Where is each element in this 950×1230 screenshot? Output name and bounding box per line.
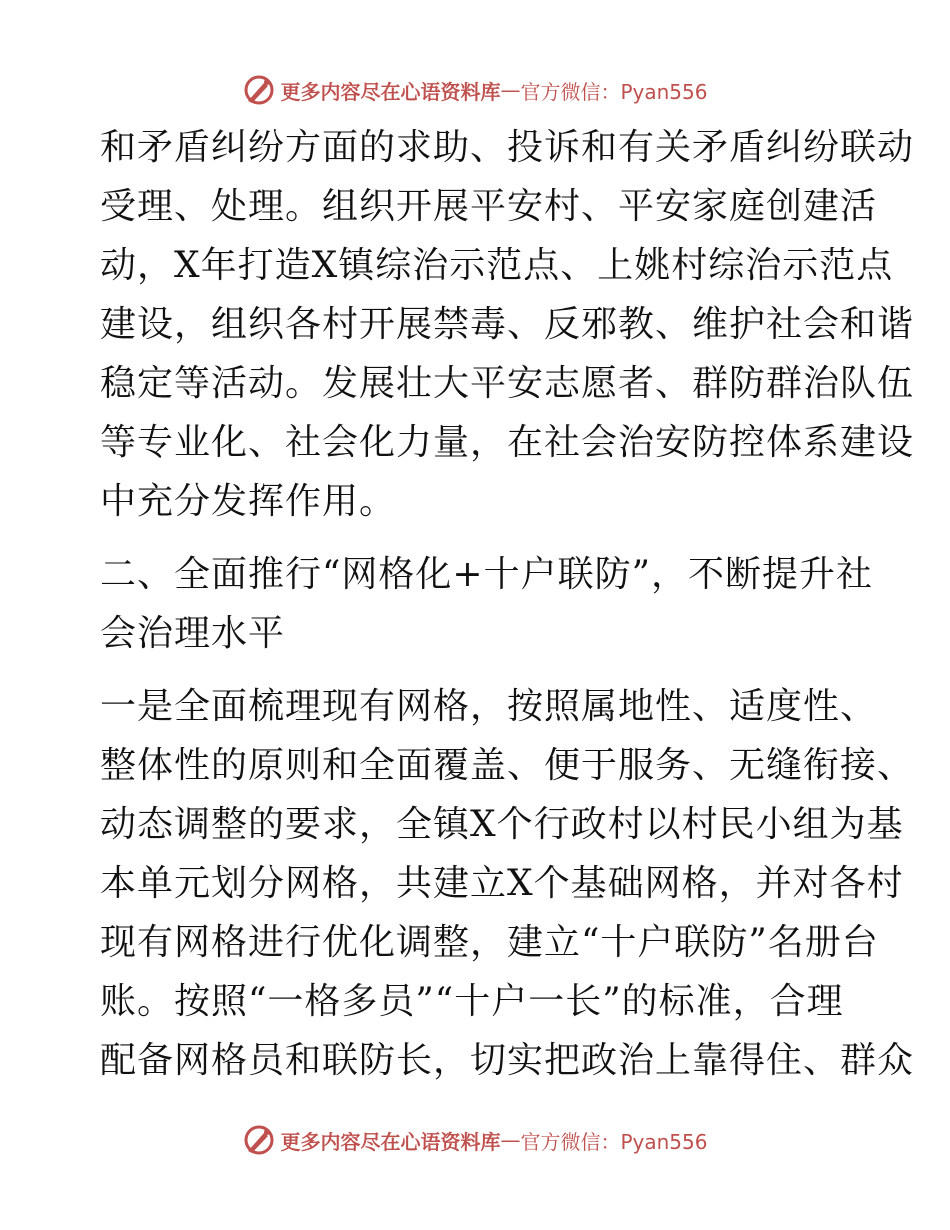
banner-separator: — bbox=[500, 78, 521, 102]
heading-line: 二、全面推行“网格化+十户联防”，不断提升社 bbox=[100, 554, 873, 595]
text-line: 稳定等活动。发展壮大平安志愿者、群防群治队伍 bbox=[100, 363, 915, 404]
pen-logo-icon bbox=[242, 73, 276, 107]
text-line: 本单元划分网格，共建立X个基础网格，并对各村 bbox=[100, 863, 904, 904]
text-line: 等专业化、社会化力量，在社会治安防控体系建设 bbox=[100, 422, 915, 463]
banner-wechat: 官方微信：Pyan556 bbox=[520, 1129, 708, 1154]
text-line: 配备网格员和联防长，切实把政治上靠得住、群众 bbox=[100, 1040, 915, 1081]
footer-banner bbox=[0, 1120, 950, 1160]
text-line: 现有网格进行优化调整，建立“十户联防”名册台 bbox=[100, 922, 879, 963]
paragraph-2 bbox=[100, 677, 915, 1090]
paragraph-1 bbox=[100, 118, 915, 531]
document-body bbox=[100, 118, 915, 1090]
text-line: 动态调整的要求，全镇X个行政村以村民小组为基 bbox=[100, 804, 904, 845]
heading-line: 会治理水平 bbox=[100, 613, 286, 654]
pen-logo-icon bbox=[242, 1123, 276, 1157]
section-heading bbox=[100, 545, 873, 663]
text-line: 一是全面梳理现有网格，按照属地性、适度性、 bbox=[100, 686, 878, 727]
banner-separator: — bbox=[500, 1128, 521, 1152]
text-line: 受理、处理。组织开展平安村、平安家庭创建活 bbox=[100, 186, 878, 227]
text-line: 中充分发挥作用。 bbox=[100, 481, 397, 522]
text-line: 建设，组织各村开展禁毒、反邪教、维护社会和谐 bbox=[100, 304, 915, 345]
text-line: 和矛盾纠纷方面的求助、投诉和有关矛盾纠纷联动 bbox=[100, 127, 915, 168]
header-banner bbox=[0, 70, 950, 110]
text-line: 整体性的原则和全面覆盖、便于服务、无缝衔接、 bbox=[100, 745, 915, 786]
banner-title: 更多内容尽在心语资料库 bbox=[280, 1129, 501, 1154]
banner-wechat: 官方微信：Pyan556 bbox=[520, 79, 708, 104]
banner-title: 更多内容尽在心语资料库 bbox=[280, 79, 501, 104]
text-line: 账。按照“一格多员”“十户一长”的标准，合理 bbox=[100, 981, 844, 1022]
text-line: 动，X年打造X镇综治示范点、上姚村综治示范点 bbox=[100, 245, 894, 286]
